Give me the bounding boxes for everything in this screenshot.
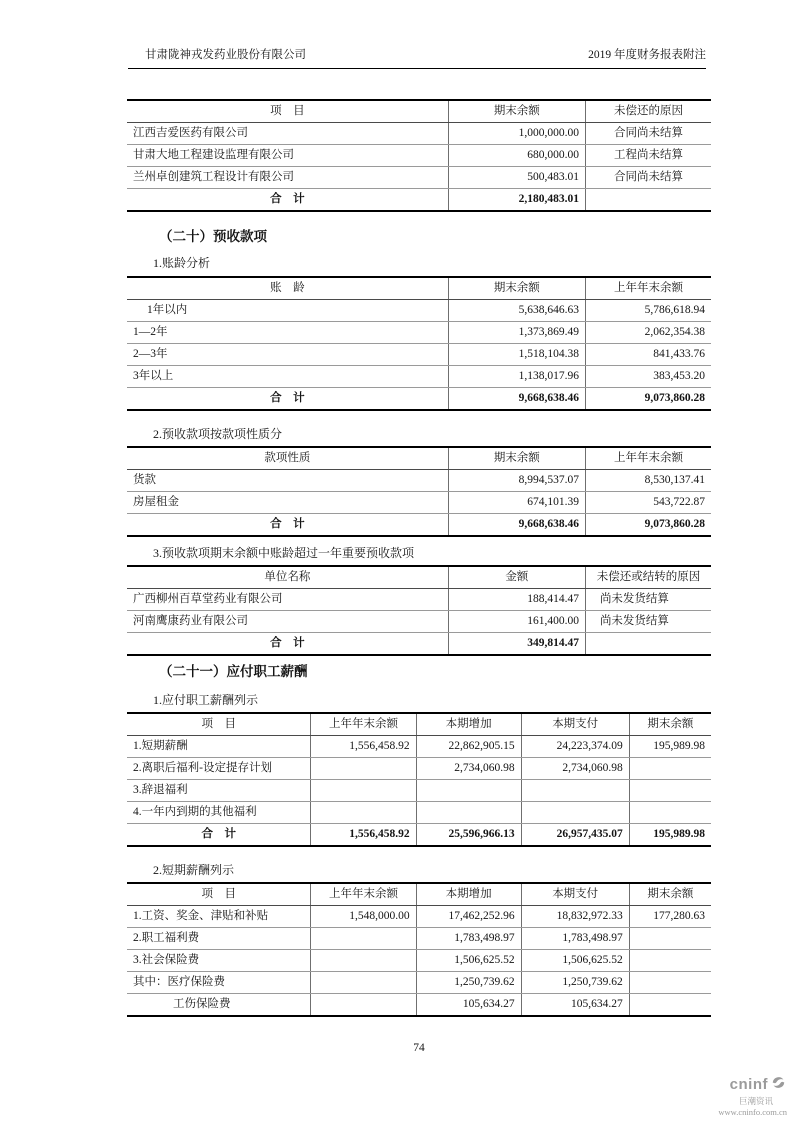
table-cell [311, 972, 416, 994]
table-cell [416, 780, 521, 802]
total-row [127, 824, 711, 847]
table-cell: 177,280.63 [629, 906, 711, 928]
table-cell: 1,373,869.49 [448, 322, 585, 344]
table-cell [311, 994, 416, 1017]
table-cell: 兰州卓创建筑工程设计有限公司 [127, 167, 448, 189]
table-row [127, 972, 711, 994]
table-cell: 25,596,966.13 [416, 824, 521, 847]
table-cell: 江西吉爱医药有限公司 [127, 123, 448, 145]
table-cell: 383,453.20 [585, 366, 711, 388]
table-cell: 合 计 [127, 514, 448, 537]
table-cell [629, 802, 711, 824]
table-cell: 1,506,625.52 [416, 950, 521, 972]
table-header-row [127, 447, 711, 470]
table-cell: 工伤保险费 [173, 998, 231, 1010]
column-header: 未偿还的原因 [585, 100, 711, 123]
table-cell [585, 189, 711, 212]
table-header-row [127, 277, 711, 300]
table-cell: 9,073,860.28 [585, 514, 711, 537]
table-cell: 合 计 [127, 633, 448, 656]
column-header: 金额 [448, 566, 585, 589]
table-cell [521, 802, 629, 824]
column-header: 本期支付 [521, 713, 629, 736]
column-header: 款项性质 [127, 447, 448, 470]
column-header: 期末余额 [448, 100, 585, 123]
column-header: 本期增加 [416, 883, 521, 906]
table-cell [629, 950, 711, 972]
table-cell: 500,483.01 [448, 167, 585, 189]
table-cell: 1,518,104.38 [448, 344, 585, 366]
table-header-row [127, 883, 711, 906]
table-cell: 合 计 [127, 189, 448, 212]
table-cell: 4.一年内到期的其他福利 [127, 802, 311, 824]
table-cell: 3.辞退福利 [127, 780, 311, 802]
table-cell: 合 计 [127, 388, 448, 411]
table-row [127, 492, 711, 514]
aging-analysis-table [127, 276, 711, 411]
table-cell: 8,530,137.41 [585, 470, 711, 492]
table-cell: 1,250,739.62 [416, 972, 521, 994]
table-cell [416, 802, 521, 824]
table-cell [585, 633, 711, 656]
table-cell: 合同尚未结算 [585, 123, 711, 145]
column-header: 项 目 [127, 883, 311, 906]
table-cell [521, 780, 629, 802]
table-cell [629, 780, 711, 802]
table-cell: 1,000,000.00 [448, 123, 585, 145]
total-row [127, 514, 711, 537]
subsection-compensation-list: 1.应付职工薪酬列示 [153, 693, 259, 707]
document-title: 2019 年度财务报表附注 [588, 49, 706, 61]
table-cell [629, 928, 711, 950]
column-header: 单位名称 [127, 566, 448, 589]
table-cell: 广西柳州百草堂药业有限公司 [127, 589, 448, 611]
table-row [127, 758, 711, 780]
table-cell: 841,433.76 [585, 344, 711, 366]
table-cell: 3.社会保险费 [127, 950, 311, 972]
table-cell: 22,862,905.15 [416, 736, 521, 758]
column-header: 期末余额 [448, 447, 585, 470]
total-row [127, 388, 711, 411]
table-row [127, 589, 711, 611]
table-cell: 105,634.27 [416, 994, 521, 1017]
table-cell: 其中：医疗保险费 [127, 972, 311, 994]
table-cell: 2,180,483.01 [448, 189, 585, 212]
table-cell: 9,668,638.46 [448, 388, 585, 411]
table-cell: 1—2年 [127, 322, 448, 344]
table-cell: 2,734,060.98 [521, 758, 629, 780]
advances-over-one-year-table [127, 565, 711, 656]
table-cell: 188,414.47 [448, 589, 585, 611]
column-header: 本期支付 [521, 883, 629, 906]
column-header: 本期增加 [416, 713, 521, 736]
column-header: 项 目 [127, 713, 311, 736]
table-row [127, 950, 711, 972]
column-header: 上年年末余额 [585, 447, 711, 470]
table-cell: 1,138,017.96 [448, 366, 585, 388]
table-cell [629, 994, 711, 1017]
employee-compensation-table [127, 712, 711, 847]
table-header-row [127, 100, 711, 123]
column-header: 账 龄 [127, 277, 448, 300]
page-header [128, 48, 706, 69]
table-row [127, 736, 711, 758]
table-row [127, 780, 711, 802]
table-cell [311, 758, 416, 780]
table-cell [629, 972, 711, 994]
table-cell [311, 780, 416, 802]
total-row [127, 633, 711, 656]
column-header: 上年年末余额 [585, 277, 711, 300]
subsection-short-term-compensation: 2.短期薪酬列示 [153, 863, 235, 877]
column-header: 期末余额 [448, 277, 585, 300]
advances-over-one-year-table [127, 565, 711, 656]
table-cell: 9,073,860.28 [585, 388, 711, 411]
unpaid-other-payables-table [127, 99, 711, 212]
table-cell: 2.职工福利费 [127, 928, 311, 950]
table-cell: 房屋租金 [127, 492, 448, 514]
table-row [127, 470, 711, 492]
table-cell: 1,783,498.97 [521, 928, 629, 950]
column-header: 项 目 [127, 100, 448, 123]
cninfo-logo-top [677, 1074, 787, 1096]
table-row [127, 322, 711, 344]
table-cell: 349,814.47 [448, 633, 585, 656]
table-cell: 17,462,252.96 [416, 906, 521, 928]
cninfo-url: www.cninfo.com.cn [718, 1106, 787, 1117]
table-row [127, 928, 711, 950]
section-title-employee-compensation: （二十一）应付职工薪酬 [159, 664, 308, 679]
total-row [127, 189, 711, 212]
column-header: 期末余额 [629, 713, 711, 736]
table-cell: 26,957,435.07 [521, 824, 629, 847]
page-number: 74 [413, 1042, 425, 1054]
table-cell: 合 计 [127, 824, 311, 847]
column-header: 上年年末余额 [311, 883, 416, 906]
advances-by-nature-table [127, 446, 711, 537]
subsection-over-one-year: 3.预收款项期末余额中账龄超过一年重要预收款项 [153, 546, 415, 560]
table-cell: 5,638,646.63 [448, 300, 585, 322]
column-header: 上年年末余额 [311, 713, 416, 736]
table-header-row [127, 566, 711, 589]
unpaid-other-payables-table [127, 99, 711, 212]
subsection-by-nature: 2.预收款项按款项性质分 [153, 427, 283, 441]
table-cell: 1年以内 [127, 300, 448, 322]
table-cell: 1.短期薪酬 [127, 736, 311, 758]
table-cell: 1,506,625.52 [521, 950, 629, 972]
table-cell: 5,786,618.94 [585, 300, 711, 322]
table-cell [311, 928, 416, 950]
cninfo-brand-text: cninf [729, 1075, 768, 1093]
table-cell: 2—3年 [127, 344, 448, 366]
advances-by-nature-table [127, 446, 711, 537]
table-cell: 1.工资、奖金、津贴和补贴 [127, 906, 311, 928]
table-cell: 尚未发货结算 [585, 611, 711, 633]
table-cell: 105,634.27 [521, 994, 629, 1017]
table-cell: 674,101.39 [448, 492, 585, 514]
table-cell [311, 802, 416, 824]
table-cell: 1,556,458.92 [311, 736, 416, 758]
cninfo-caption: 巨潮资讯 [738, 1095, 773, 1106]
table-cell: 161,400.00 [448, 611, 585, 633]
table-cell: 8,994,537.07 [448, 470, 585, 492]
table-row [127, 366, 711, 388]
company-name: 甘肃陇神戎发药业股份有限公司 [145, 49, 306, 61]
table-cell: 甘肃大地工程建设监理有限公司 [127, 145, 448, 167]
table-cell: 1,548,000.00 [311, 906, 416, 928]
table-cell: 河南鹰康药业有限公司 [127, 611, 448, 633]
table-cell: 680,000.00 [448, 145, 585, 167]
employee-compensation-table [127, 712, 711, 847]
table-cell: 9,668,638.46 [448, 514, 585, 537]
table-cell: 工程尚未结算 [585, 145, 711, 167]
page-content [127, 86, 711, 1017]
table-cell: 1,783,498.97 [416, 928, 521, 950]
table-cell: 2,734,060.98 [416, 758, 521, 780]
table-cell: 195,989.98 [629, 824, 711, 847]
table-cell: 尚未发货结算 [585, 589, 711, 611]
table-cell: 合同尚未结算 [585, 167, 711, 189]
table-cell [629, 758, 711, 780]
cninfo-swirl-icon [770, 1074, 787, 1096]
table-row [127, 611, 711, 633]
short-term-compensation-table [127, 882, 711, 1017]
table-row [127, 344, 711, 366]
table-cell: 2.离职后福利-设定提存计划 [127, 758, 311, 780]
table-row [127, 145, 711, 167]
column-header: 期末余额 [629, 883, 711, 906]
column-header: 未偿还或结转的原因 [585, 566, 711, 589]
table-cell: 2,062,354.38 [585, 322, 711, 344]
subsection-aging-analysis: 1.账龄分析 [153, 256, 211, 270]
table-row [127, 167, 711, 189]
table-cell: 195,989.98 [629, 736, 711, 758]
table-cell: 1,250,739.62 [521, 972, 629, 994]
table-row [127, 123, 711, 145]
table-cell: 24,223,374.09 [521, 736, 629, 758]
table-row [127, 300, 711, 322]
table-cell: 18,832,972.33 [521, 906, 629, 928]
table-cell: 货款 [127, 470, 448, 492]
table-header-row [127, 713, 711, 736]
table-cell: 543,722.87 [585, 492, 711, 514]
table-cell: 3年以上 [127, 366, 448, 388]
table-cell [311, 950, 416, 972]
table-row [127, 994, 711, 1017]
table-cell: 1,556,458.92 [311, 824, 416, 847]
short-term-compensation-table [127, 882, 711, 1017]
aging-analysis-table [127, 276, 711, 411]
section-title-advances-received: （二十）预收款项 [159, 229, 267, 244]
table-row [127, 802, 711, 824]
cninfo-logo [677, 1074, 787, 1117]
table-row [127, 906, 711, 928]
